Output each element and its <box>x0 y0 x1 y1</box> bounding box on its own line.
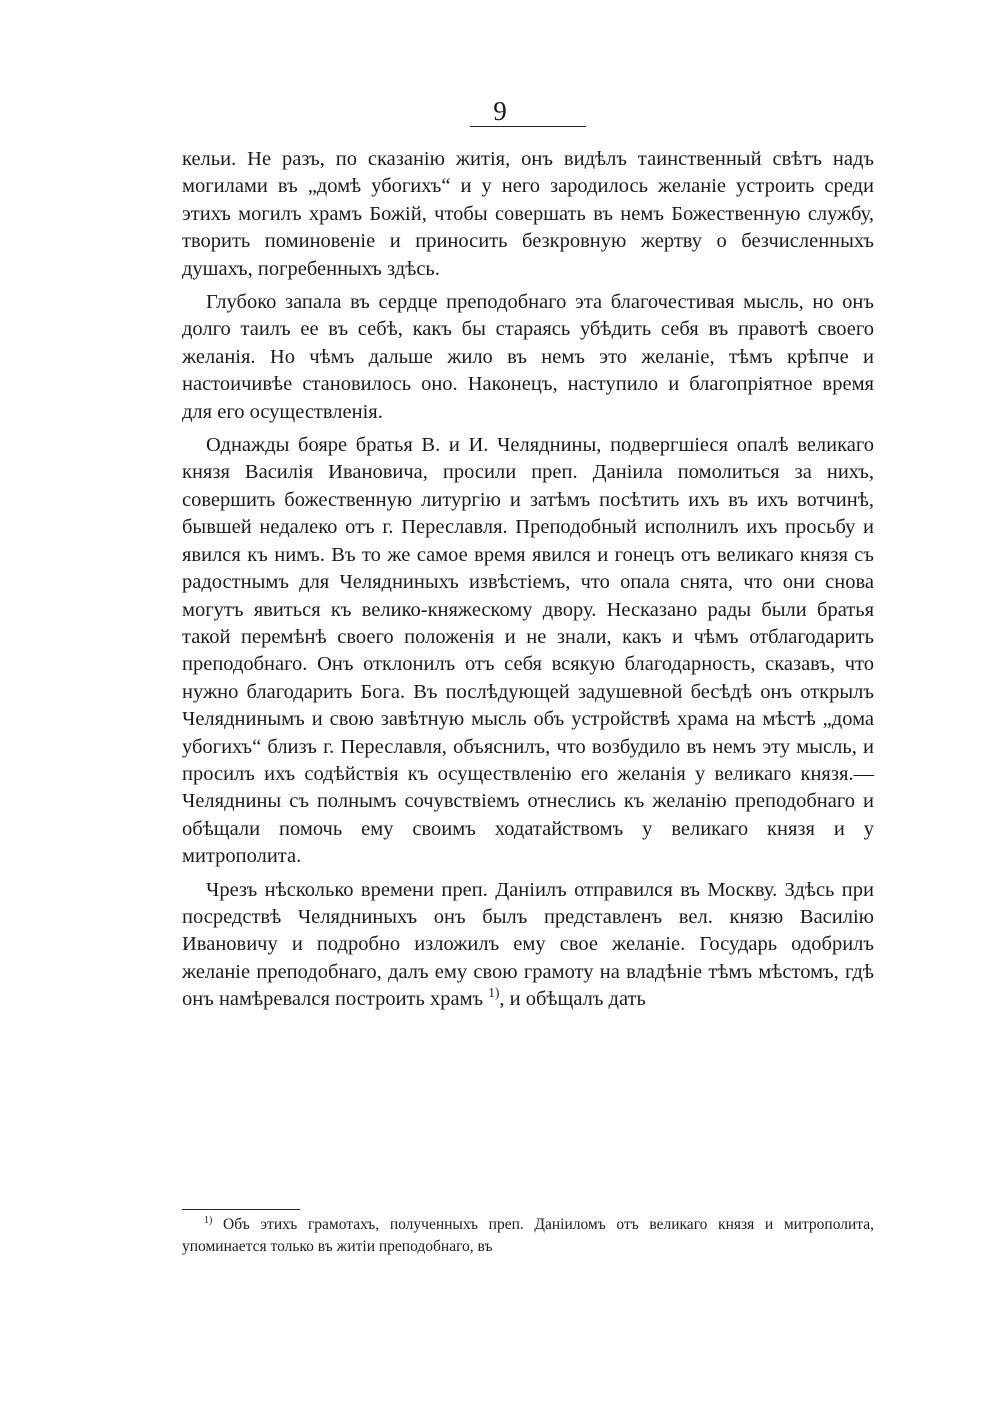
paragraph-3: Однажды бояре братья В. и И. Челяднины, подвергшіеся опалѣ великаго князя Василія Ивановича, просили преп. Даніила помолиться за нихъ, совершить божественную литургію и затѣмъ посѣтить ихъ въ ихъ вотчинѣ, бывшей недалеко отъ г. Переславля. Преподобный исполнилъ ихъ просьбу и явился къ нимъ. Въ то же самое время явился и гонецъ отъ великаго князя съ радостнымъ для Челядниныхъ извѣстіемъ, что опала снята, что они снова могутъ явиться къ велико-княжескому двору. Несказано рады были братья такой перемѣнѣ своего положенія и не знали, какъ и чѣмъ отблагодарить преподобнаго. Онъ отклонилъ отъ себя всякую благодарность, сказавъ, что нужно благодарить Бога. Въ послѣдующей задушевной бесѣдѣ онъ открылъ Челяднинымъ и свою завѣтную мысль объ устройствѣ храма на мѣстѣ „дома убогихъ“ близъ г. Переславля, объяснилъ, что возбудило въ немъ эту мысль, и просилъ ихъ содѣйствія къ осуществленію его желанія у великаго князя.—Челяднины съ полнымъ сочувствіемъ отнеслись къ желанію преподобнаго и обѣщали помочь ему своимъ ходатайствомъ у великаго князя и у митрополита. <box>182 434 874 868</box>
paragraph-2: Глубоко запала въ сердце преподобнаго эта благочестивая мысль, но онъ долго таилъ ее въ себѣ, какъ бы стараясь убѣдить себя въ правотѣ своего желанія. Но чѣмъ дальше жило въ немъ это желаніе, тѣмъ крѣпче и настоичивѣе становилось оно. Наконецъ, наступило и благопріятное время для его осуществленія. <box>182 291 874 423</box>
footnote-reference: 1) <box>488 985 500 1001</box>
paragraph-4-text: Чрезъ нѣсколько времени преп. Даніилъ отправился въ Москву. Здѣсь при посредствѣ Челядниныхъ онъ былъ представленъ вел. князю Василію Ивановичу и подробно изложилъ ему свое желаніе. Государь одобрилъ желаніе преподобнаго, далъ ему свою грамоту на владѣніе тѣмъ мѣстомъ, гдѣ онъ намѣревался построить храмъ <box>182 878 874 1011</box>
footnote <box>182 1214 874 1258</box>
footnote-text: Объ этихъ грамотахъ, полученныхъ преп. Даніиломъ отъ великаго князя и митрополита, упоминается только въ житіи преподобнаго, въ <box>182 1216 875 1255</box>
body-text <box>182 146 874 1020</box>
page-number: 9 <box>493 96 507 126</box>
header-rule <box>470 126 586 127</box>
paragraph-4-tail: , и обѣщалъ дать <box>499 988 646 1011</box>
paragraph-4 <box>182 877 874 1014</box>
footnote-marker: 1) <box>204 1214 213 1226</box>
paragraph-1: кельи. Не разъ, по сказанію житія, онъ видѣлъ таинственный свѣтъ надъ могилами въ „домѣ убогихъ“ и у него зародилось желаніе устроить среди этихъ могилъ храмъ Божій, чтобы совершать въ немъ Божественную службу, творить поминовеніе и приносить безкровную жертву о безчисленныхъ душахъ, погребенныхъ здѣсь. <box>182 148 874 280</box>
footnote-rule <box>182 1209 300 1210</box>
